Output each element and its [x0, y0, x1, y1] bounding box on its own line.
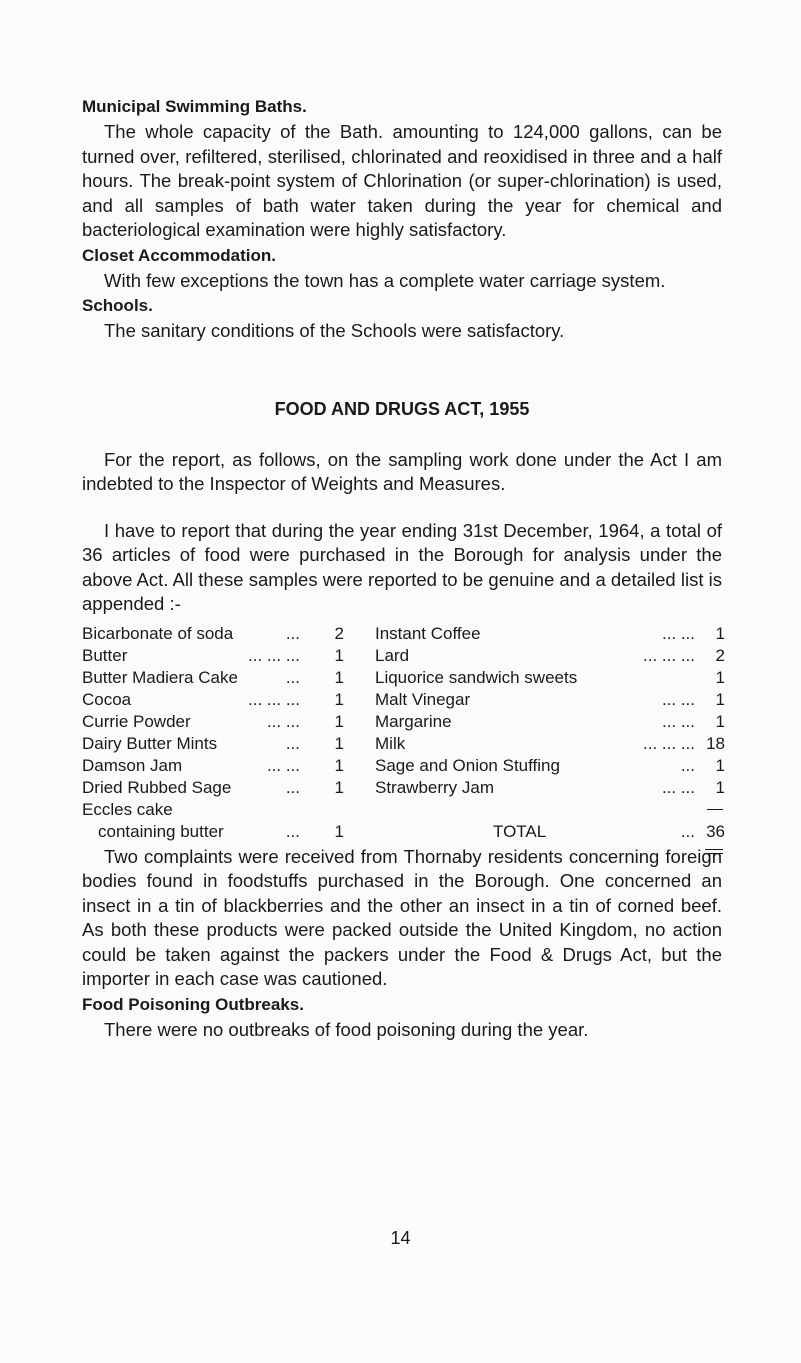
sample-row — [375, 777, 725, 799]
sample-count: 1 — [715, 711, 725, 731]
sample-label: Milk — [375, 733, 406, 753]
sample-label: Margarine — [375, 711, 452, 731]
sample-label: Butter — [82, 645, 128, 665]
sample-count: 1 — [334, 755, 344, 775]
sample-count: 1 — [715, 755, 725, 775]
sample-row — [82, 733, 344, 755]
double-rule-bottom — [705, 853, 723, 854]
sample-label: Strawberry Jam — [375, 777, 495, 797]
sample-label: containing butter — [98, 821, 224, 841]
samples-list — [82, 623, 725, 845]
sample-label: Sage and Onion Stuffing — [375, 755, 560, 775]
sample-label: Dried Rubbed Sage — [82, 777, 232, 797]
sample-row — [375, 645, 725, 667]
sample-count: 1 — [334, 821, 344, 841]
sample-row — [82, 821, 344, 843]
sample-count: 1 — [715, 623, 725, 643]
sample-label: Cocoa — [82, 689, 132, 709]
page-content — [82, 94, 725, 1042]
sample-label: Currie Powder — [82, 711, 191, 731]
sample-row — [82, 689, 344, 711]
sample-row — [82, 711, 344, 733]
sample-count: 2 — [334, 623, 344, 643]
leader-dots: ... ... — [266, 711, 300, 731]
leader-dots: ... ... ... — [643, 645, 695, 665]
leader-dots: ... — [285, 733, 300, 753]
leader-dots: ... ... ... — [248, 689, 300, 709]
complaints-paragraph: Two complaints were received from Thornaby residents concerning foreign bodies found in foodstuffs purchased in the Borough. One concerned an insect in a tin of blackberries and the other an insect in a tin of corned beef. As both these products were packed outside the United Kingdom, no action could be taken against the packers under the Food & Drugs Act, but the importer in each case was cautioned. — [82, 845, 722, 989]
sample-row — [82, 799, 344, 821]
act-paragraph-samples: I have to report that during the year ending 31st December, 1964, a total of 36 articles of food were purchased in the Borough for analysis under the above Act. All these samples were reported to be genuine and a detailed list is appended :- — [82, 519, 722, 614]
total-label: TOTAL — [493, 821, 547, 841]
samples-right-column — [375, 623, 725, 865]
food-drugs-act-heading: FOOD AND DRUGS ACT, 1955 — [274, 398, 530, 419]
sample-row — [82, 777, 344, 799]
sample-count: 1 — [715, 777, 725, 797]
leader-dots: ... ... ... — [248, 645, 300, 665]
double-rule-top — [705, 849, 723, 850]
total-count: 36 — [706, 821, 725, 841]
leader-dots: ... — [680, 821, 695, 841]
sample-row — [375, 711, 725, 733]
sample-row — [82, 755, 344, 777]
sample-count: 1 — [715, 689, 725, 709]
sample-label: Bicarbonate of soda — [82, 623, 234, 643]
sample-label: Lard — [375, 645, 410, 665]
sample-count: 1 — [334, 645, 344, 665]
sample-label: Eccles cake — [82, 799, 173, 819]
sample-count: 1 — [334, 777, 344, 797]
sample-count: 1 — [334, 733, 344, 753]
leader-dots: ... — [285, 821, 300, 841]
sample-count: 18 — [706, 733, 725, 753]
total-row — [375, 821, 725, 843]
swimming-baths-heading: Municipal Swimming Baths. — [82, 97, 307, 116]
sample-row — [375, 689, 725, 711]
leader-dots: ... — [285, 667, 300, 687]
sample-label: Butter Madiera Cake — [82, 667, 238, 687]
leader-dots: ... ... — [661, 777, 695, 797]
schools-paragraph: The sanitary conditions of the Schools were satisfactory. — [104, 320, 565, 341]
total-double-rule-row — [375, 843, 725, 865]
total-rule-row — [375, 799, 725, 821]
leader-dots: ... ... ... — [643, 733, 695, 753]
page-number: 14 — [390, 1228, 411, 1248]
leader-dots: ... — [285, 777, 300, 797]
sample-row — [375, 733, 725, 755]
sample-label: Dairy Butter Mints — [82, 733, 218, 753]
sample-label: Damson Jam — [82, 755, 183, 775]
sample-count: 1 — [334, 667, 344, 687]
sample-count: 1 — [334, 689, 344, 709]
sample-row — [375, 667, 725, 689]
leader-dots: ... ... — [266, 755, 300, 775]
closet-accommodation-heading: Closet Accommodation. — [82, 245, 276, 265]
samples-left-column — [82, 623, 344, 843]
act-paragraph-report: For the report, as follows, on the sampling work done under the Act I am indebted to the Inspector of Weights and Measures. — [82, 448, 722, 494]
food-poisoning-heading: Food Poisoning Outbreaks. — [82, 994, 304, 1014]
sample-count: 1 — [334, 711, 344, 731]
leader-dots: ... ... — [661, 689, 695, 709]
sample-count: 2 — [715, 645, 725, 665]
leader-dots: ... — [285, 623, 300, 643]
sample-row — [375, 755, 725, 777]
sample-label: Liquorice sandwich sweets — [375, 667, 578, 687]
sample-row — [82, 645, 344, 667]
leader-dots: ... ... — [661, 623, 695, 643]
swimming-baths-paragraph: The whole capacity of the Bath. amounting to 124,000 gallons, can be turned over, refiltered, sterilised, chlorinated and reoxidised in three and a half hours. The break-point system of Chlorination (or super-chlorination) is used, and all samples of bath water taken during the year for chemical and bacteriological examination were highly satisfactory. — [82, 121, 722, 240]
sample-label: Instant Coffee — [375, 623, 481, 643]
sample-label: Malt Vinegar — [375, 689, 471, 709]
total-rule — [707, 809, 723, 810]
sample-row — [82, 623, 344, 645]
food-poisoning-paragraph: There were no outbreaks of food poisoning during the year. — [104, 1018, 589, 1040]
leader-dots: ... ... — [661, 711, 695, 731]
leader-dots: ... — [680, 755, 695, 775]
sample-count: 1 — [715, 667, 725, 687]
closet-accommodation-paragraph: With few exceptions the town has a complete water carriage system. — [104, 269, 666, 291]
sample-row — [82, 667, 344, 689]
sample-row — [375, 623, 725, 645]
schools-heading: Schools. — [82, 296, 153, 315]
